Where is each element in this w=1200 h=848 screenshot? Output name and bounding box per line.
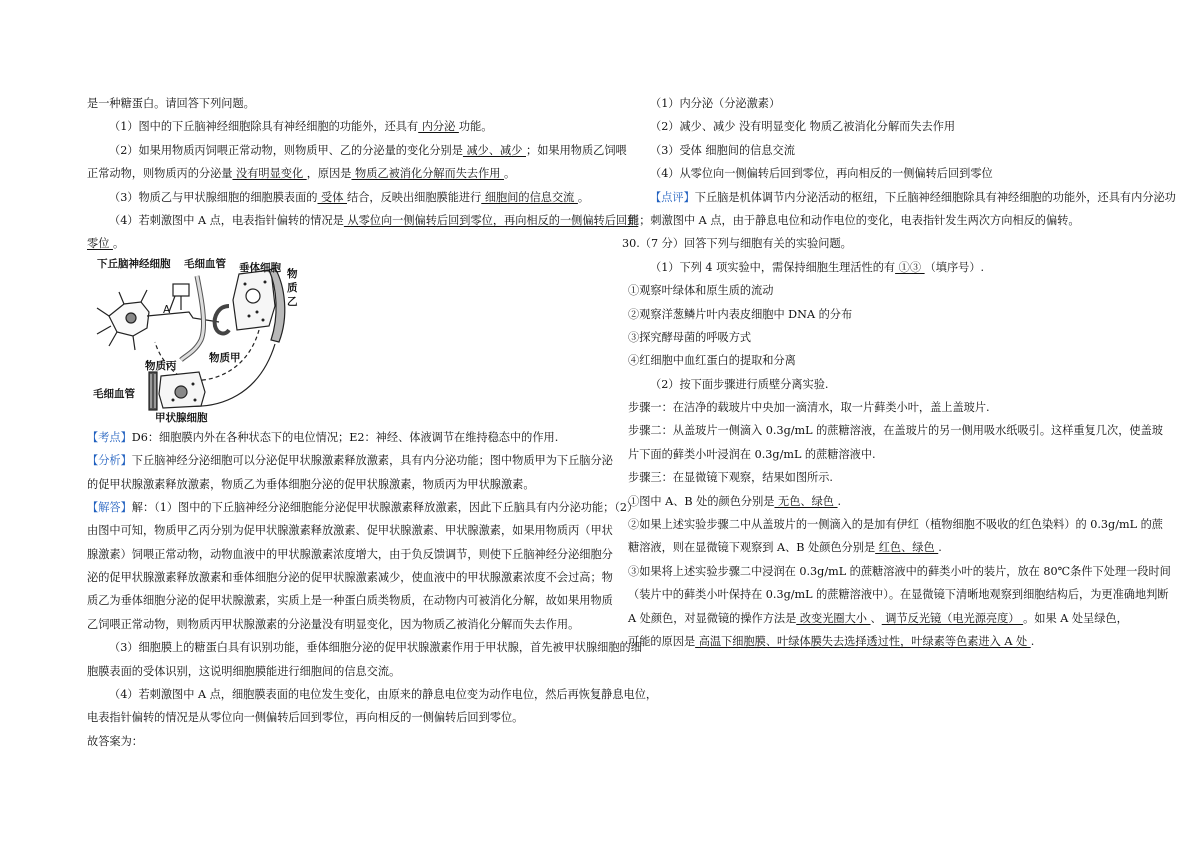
- dianping-tag: 【点评】: [650, 190, 695, 204]
- answer-blank: 受体: [317, 190, 347, 204]
- sub-question-3d: [628, 630, 1143, 653]
- question-text: 可能的原因是: [628, 634, 696, 648]
- question-text: 糖溶液，则在显微镜下观察到 A、B 处颜色分别是: [628, 541, 876, 555]
- question-text: 。: [504, 167, 516, 181]
- answer-blank: 从零位向一侧偏转后回到零位，再向相反的一侧偏转后回到: [343, 213, 639, 227]
- answer-blank: 内分泌: [418, 120, 459, 134]
- answer-blank: 改变光圈大小: [796, 611, 871, 625]
- label-hypothalamus-neuron: 下丘脑神经细胞: [97, 257, 171, 270]
- jieda-line: 胞膜表面的受体识别，这说明细胞膜能进行细胞间的信息交流。: [87, 664, 401, 678]
- question-1: [87, 115, 592, 138]
- label-substance-b-1: 物: [287, 267, 298, 280]
- answer-blank: 无色、绿色: [774, 494, 838, 508]
- question-text: ①图中 A、B 处的颜色分别是: [628, 494, 775, 508]
- jieda-line: 电表指针偏转的情况是从零位向一侧偏转后回到零位，再向相反的一侧偏转后回到零位。: [87, 711, 524, 725]
- kaodian-text: D6：细胞膜内外在各种状态下的电位情况；E2：神经、体液调节在维持稳态中的作用.: [131, 430, 559, 444]
- question-text: 正常动物，则物质丙的分泌量: [87, 167, 233, 181]
- question-text: 功能。: [458, 120, 493, 134]
- text-line: 是一种糖蛋白。请回答下列问题。: [87, 97, 255, 110]
- jieda-line: （4）若刺激图中 A 点，细胞膜表面的电位发生变化，由原来的静息电位变为动作电位，然后再恢复静息电位，: [109, 688, 658, 702]
- question-2b: [87, 162, 592, 185]
- fenxi-text: 下丘脑神经分泌细胞可以分泌促甲状腺激素释放激素，具有内分泌功能；图中物质甲为下丘脑分泌: [131, 454, 613, 468]
- right-column: [622, 92, 1176, 653]
- neuron-nucleus: [126, 313, 136, 323]
- question-text: （1）下列 4 项实验中，需保持细胞生理活性的有: [650, 260, 896, 274]
- question-4a: [87, 209, 639, 232]
- question-text: （4）若刺激图中 A 点，电表指针偏转的情况是: [109, 213, 344, 227]
- question-text: ，原因是: [306, 167, 352, 181]
- jieda-line: 质乙为垂体细胞分泌的促甲状腺激素，实质上是一种蛋白质类物质，在动物内可被消化分解，故如果用物质: [87, 594, 613, 608]
- sub-question-3a: ③如果将上述实验步骤二中浸润在 0.3g/mL 的蔗糖溶液中的藓类小叶的装片，放在 80℃条件下处理一段时间: [628, 564, 1171, 578]
- answer-2: （2）减少、减少 没有明显变化 物质乙被消化分解而失去作用: [650, 120, 956, 134]
- jieda-tag: 【解答】: [87, 500, 132, 514]
- question-text: A 处颜色，对显微镜的操作方法是: [628, 611, 797, 625]
- option-3: ③探究酵母菌的呼吸方式: [628, 330, 752, 344]
- sub-question-3b: （装片中的藓类小叶保持在 0.3g/mL 的蔗糖溶液中）。在显微镜下清晰地观察到细胞结构后，为更准确地判断: [628, 588, 1169, 602]
- kaodian-line: [87, 426, 592, 449]
- jieda-line: 腺激素）饲喂正常动物，动物血液中的甲状腺激素浓度增大，由于负反馈调节，则使下丘脑神经分泌细胞分: [87, 547, 613, 561]
- question-30-1: [628, 256, 1143, 279]
- question-30-2: （2）按下面步骤进行质壁分离实验.: [650, 377, 829, 391]
- answer-3: （3）受体 细胞间的信息交流: [650, 143, 795, 157]
- option-4: ④红细胞中血红蛋白的提取和分离: [628, 354, 796, 368]
- answer-blank: 物质乙被消化分解而失去作用: [351, 167, 505, 181]
- capillary-loop: [215, 306, 229, 333]
- answer-blank: 细胞间的信息交流: [481, 190, 578, 204]
- label-substance-b-2: 质: [287, 281, 298, 294]
- meter-wires: [169, 296, 181, 312]
- label-substance-b-3: 乙: [287, 295, 298, 308]
- step-3: 步骤三：在显微镜下观察，结果如图所示.: [628, 471, 833, 485]
- jieda-text: 解：（1）图中的下丘脑神经分泌细胞能分泌促甲状腺激素释放激素，因此下丘脑具有内分泌功能；（2）: [131, 500, 639, 514]
- option-2: ②观察洋葱鳞片叶内表皮细胞中 DNA 的分布: [628, 307, 853, 321]
- jieda-line: 乙饲喂正常动物，则物质丙甲状腺激素的分泌量没有明显变化，因为物质乙被消化分解而失去作用。: [87, 617, 580, 631]
- question-text: 。: [112, 237, 125, 251]
- label-substance-a: 物质甲: [209, 351, 241, 364]
- jieda-line: 故答案为：: [87, 734, 143, 748]
- question-text: .: [837, 494, 842, 508]
- dianping-line-1: [628, 186, 1176, 209]
- question-text: 、: [870, 611, 882, 625]
- question-text: 。如果 A 处呈绿色，: [1023, 611, 1128, 625]
- meter-box: [173, 284, 189, 296]
- sub-question-3c: [628, 607, 1143, 630]
- label-pituitary-cell: 垂体细胞: [239, 261, 281, 274]
- question-3: [87, 186, 592, 209]
- sub-question-1: [628, 490, 1143, 513]
- sub-question-2a: ②如果上述实验步骤二中从盖玻片的一侧滴入的是加有伊红（植物细胞不吸收的红色染料）的 0.3g/mL 的蔗: [628, 518, 1163, 532]
- capillary-2: [149, 372, 157, 410]
- jieda-line: 泌的促甲状腺激素释放激素和垂体细胞分泌的促甲状腺激素减少，使血液中的甲状腺激素浓度不会过高；物: [87, 571, 613, 585]
- question-text: （1）图中的下丘脑神经细胞除具有神经细胞的功能外，还具有: [109, 120, 419, 134]
- fenxi-tag: 【分析】: [87, 454, 132, 468]
- dianping-text: 下丘脑是机体调节内分泌活动的枢纽，下丘脑神经细胞除具有神经细胞的功能外，还具有内分泌功: [694, 190, 1176, 204]
- sub-question-2b: [628, 536, 1143, 559]
- step-2a: 步骤二：从盖玻片一侧滴入 0.3g/mL 的蔗糖溶液，在盖玻片的另一侧用吸水纸吸引。这样重复几次，使盖玻: [628, 424, 1163, 438]
- jieda-line: （3）细胞膜上的糖蛋白具有识别功能，垂体细胞分泌的促甲状腺激素作用于甲状腺，首先被甲状腺细胞的细: [109, 641, 642, 655]
- cell-diagram: [89, 256, 299, 424]
- kaodian-tag: 【考点】: [87, 430, 132, 444]
- axon: [147, 312, 219, 322]
- step-2b: 片下面的藓类小叶浸润在 0.3g/mL 的蔗糖溶液中.: [628, 447, 876, 461]
- question-text: .: [1030, 634, 1035, 648]
- question-text: 结合，反映出细胞膜能进行: [347, 190, 482, 204]
- question-2a: [87, 139, 627, 162]
- label-point-a: A: [163, 303, 171, 316]
- label-capillary-2: 毛细血管: [93, 387, 135, 400]
- answer-blank: 红色、绿色: [875, 541, 939, 555]
- pituitary-nucleus: [246, 289, 260, 303]
- question-text: （2）如果用物质丙饲喂正常动物，则物质甲、乙的分泌量的变化分别是: [109, 143, 463, 157]
- label-substance-c: 物质丙: [145, 359, 177, 372]
- answer-blank: 零位: [87, 237, 113, 251]
- step-1: 步骤一：在洁净的载玻片中央加一滴清水，取一片藓类小叶，盖上盖玻片.: [628, 401, 990, 415]
- jieda-line-1: [87, 496, 639, 519]
- answer-blank: ①③: [895, 260, 925, 274]
- answer-1: （1）内分泌（分泌激素）: [650, 97, 781, 110]
- answer-blank: 没有明显变化: [232, 167, 307, 181]
- answer-blank: 高温下细胞膜、叶绿体膜失去选择透过性，叶绿素等色素进入 A 处: [695, 634, 1031, 648]
- question-4b: [87, 232, 592, 255]
- jieda-line: 由图中可知，物质甲乙丙分别为促甲状腺激素释放激素、促甲状腺激素、甲状腺激素，如果用物质丙（甲状: [87, 524, 613, 538]
- thyroid-nucleus: [175, 386, 187, 398]
- question-text: ；如果用物质乙饲喂: [526, 143, 627, 157]
- question-30-title: 30.（7 分）回答下列与细胞有关的实验问题。: [622, 237, 852, 251]
- left-column: [87, 92, 658, 753]
- option-1: ①观察叶绿体和原生质的流动: [628, 284, 774, 298]
- fenxi-line-1: [87, 449, 613, 472]
- question-text: .: [938, 541, 942, 555]
- answer-4: （4）从零位向一侧偏转后回到零位，再向相反的一侧偏转后回到零位: [650, 167, 993, 181]
- fenxi-line-2: 的促甲状腺激素释放激素，物质乙为垂体细胞分泌的促甲状腺激素，物质丙为甲状腺激素。: [87, 477, 535, 491]
- question-text: （填序号）.: [924, 260, 985, 274]
- answer-blank: 减少、减少: [462, 143, 526, 157]
- dianping-line-2: 能；刺激图中 A 点，由于静息电位和动作电位的变化，电表指针发生两次方向相反的偏转。: [628, 213, 1080, 227]
- answer-blank: 调节反光镜（电光源亮度）: [881, 611, 1024, 625]
- label-thyroid-cell: 甲状腺细胞: [155, 411, 208, 424]
- question-text: （3）物质乙与甲状腺细胞的细胞膜表面的: [109, 190, 318, 204]
- label-capillary-1: 毛细血管: [184, 257, 226, 270]
- question-text: 。: [577, 190, 590, 204]
